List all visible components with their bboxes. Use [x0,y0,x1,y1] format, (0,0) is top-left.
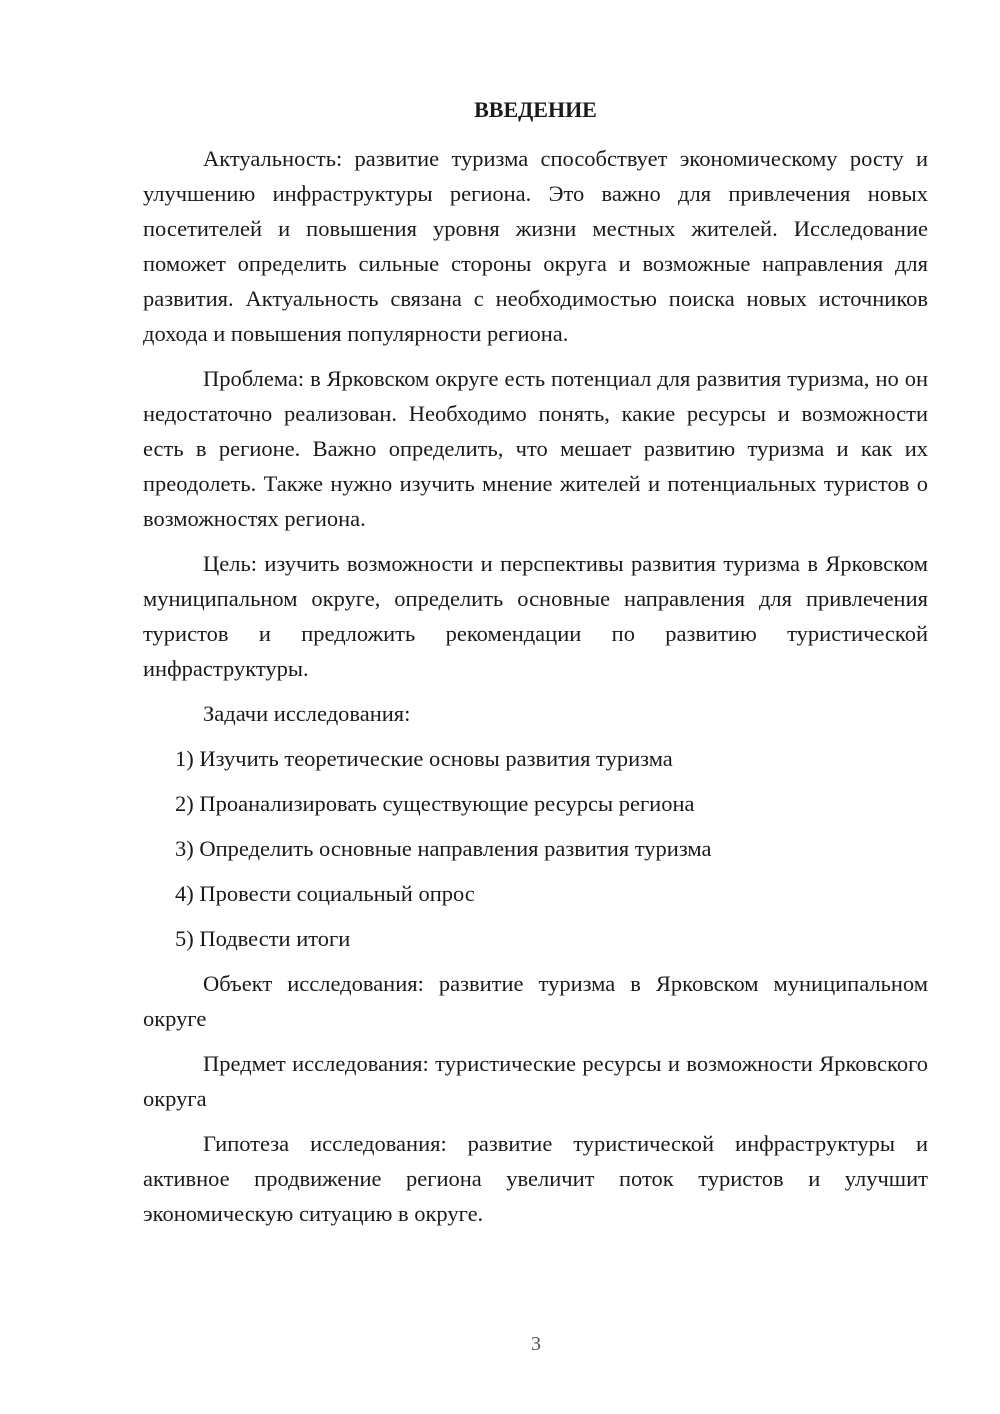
task-item: 1) Изучить теоретические основы развития туризма [175,746,673,771]
section-title: ВВЕДЕНИЕ [474,97,597,122]
page-number: 3 [531,1333,541,1355]
problem-paragraph: Проблема: в Ярковском округе есть потенциал для развития туризма, но он недостаточно реализован. Необходимо понять, какие ресурсы и возможности есть в регионе. Важно определить, что мешает развитию туризма и как их преодолеть. Также нужно изучить мнение жителей и потенциальных туристов о возможностях региона. [143,366,928,531]
research-subject-paragraph: Предмет исследования: туристические ресурсы и возможности Ярковского округа [143,1051,928,1111]
tasks-list [143,741,928,956]
task-item: 2) Проанализировать существующие ресурсы региона [175,791,695,816]
relevance-paragraph: Актуальность: развитие туризма способствует экономическому росту и улучшению инфраструктуры региона. Это важно для привлечения новых посетителей и повышения уровня жизни местных жителей. Исследование поможет определить сильные стороны округа и возможные направления для развития. Актуальность связана с необходимостью поиска новых источников дохода и повышения популярности региона. [143,146,928,346]
document-page [143,92,928,1231]
task-item: 3) Определить основные направления развития туризма [175,836,712,861]
research-object-paragraph: Объект исследования: развитие туризма в Ярковском муниципальном округе [143,971,928,1031]
task-item: 4) Провести социальный опрос [175,881,475,906]
tasks-heading: Задачи исследования: [203,701,411,726]
task-item: 5) Подвести итоги [175,926,351,951]
goal-paragraph: Цель: изучить возможности и перспективы развития туризма в Ярковском муниципальном округе, определить основные направления для привлечения туристов и предложить рекомендации по развитию туристической инфраструктуры. [143,551,928,681]
hypothesis-paragraph: Гипотеза исследования: развитие туристической инфраструктуры и активное продвижение региона увеличит поток туристов и улучшит экономическую ситуацию в округе. [143,1131,928,1226]
